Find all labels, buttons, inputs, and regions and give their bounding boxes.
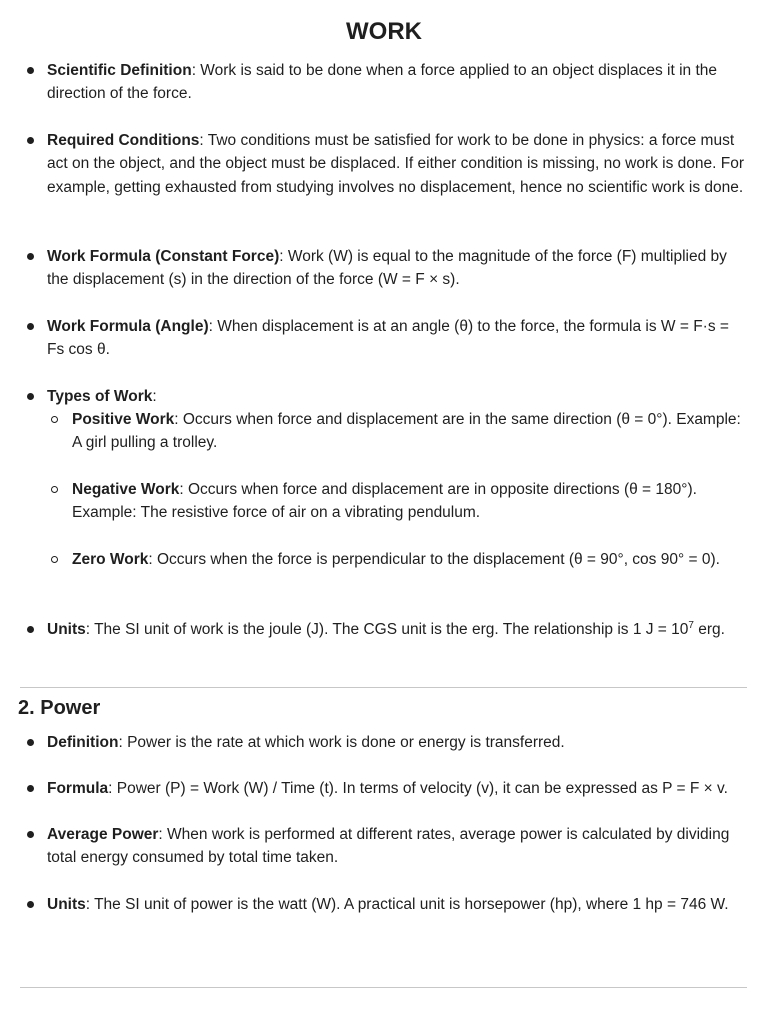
item-term: Scientific Definition xyxy=(47,62,192,79)
sub-list-item xyxy=(72,478,747,525)
item-term: Average Power xyxy=(47,826,159,843)
item-text: : When work is performed at different rates, average power is calculated by dividing total energy consumed by total time taken. xyxy=(47,826,730,867)
list-item xyxy=(47,731,747,754)
list-item xyxy=(47,245,747,292)
item-term: Units xyxy=(47,621,86,638)
item-term: Formula xyxy=(47,780,109,797)
item-text: : Work is said to be done when a force applied to an object displaces it in the direction of the force. xyxy=(47,62,717,103)
page-title: WORK xyxy=(346,18,422,45)
list-item xyxy=(47,129,747,199)
item-text: : The SI unit of work is the joule (J). The CGS unit is the erg. The relationship is 1 J = 10 xyxy=(85,621,689,638)
list-item xyxy=(47,618,747,641)
exponent: 7 xyxy=(688,619,694,631)
sub-list-item xyxy=(72,548,747,571)
section-divider xyxy=(20,987,747,988)
list-item xyxy=(47,777,747,800)
sub-list-item xyxy=(72,408,747,455)
item-term: Positive Work xyxy=(72,411,175,428)
item-text: : Occurs when force and displacement are in the same direction (θ = 0°). Example: A girl pulling a trolley. xyxy=(72,411,741,452)
item-term: Zero Work xyxy=(72,551,149,568)
item-term: Negative Work xyxy=(72,481,180,498)
item-term: Definition xyxy=(47,734,119,751)
list-item xyxy=(47,823,747,870)
section-heading: 2. Power xyxy=(18,697,101,719)
item-term: Work Formula (Constant Force) xyxy=(47,248,280,265)
list-item xyxy=(47,59,747,106)
item-text: : Power is the rate at which work is done or energy is transferred. xyxy=(118,734,565,751)
item-term: Units xyxy=(47,896,86,913)
item-text: : The SI unit of power is the watt (W). A practical unit is horsepower (hp), where 1 hp = 746 W. xyxy=(85,896,729,913)
list-item xyxy=(47,315,747,362)
list-item xyxy=(47,385,747,408)
item-text: : Occurs when force and displacement are in opposite directions (θ = 180°). Example: The resistive force of air on a vibrating pendulum. xyxy=(72,481,697,522)
item-term: Required Conditions xyxy=(47,132,200,149)
item-text: : Work (W) is equal to the magnitude of the force (F) multiplied by the displacement (s) in the direction of the force (W = F × s). xyxy=(47,248,727,289)
section-divider xyxy=(20,687,747,688)
item-text: : xyxy=(152,388,157,405)
item-text: : Power (P) = Work (W) / Time (t). In terms of velocity (v), it can be expressed as P = F × v. xyxy=(108,780,728,797)
item-text: : Two conditions must be satisfied for work to be done in physics: a force must act on the object, and the object must be displaced. If either condition is missing, no work is done. For example, getting exhausted from studying involves no displacement, hence no scientific work is done. xyxy=(47,132,745,196)
item-text: erg. xyxy=(693,621,725,638)
list-item xyxy=(47,893,747,916)
item-term: Types of Work xyxy=(47,388,153,405)
item-term: Work Formula (Angle) xyxy=(47,318,209,335)
item-text: : Occurs when the force is perpendicular to the displacement (θ = 90°, cos 90° = 0). xyxy=(148,551,720,568)
item-text: : When displacement is at an angle (θ) to the force, the formula is W = F·s = Fs cos θ. xyxy=(47,318,729,359)
